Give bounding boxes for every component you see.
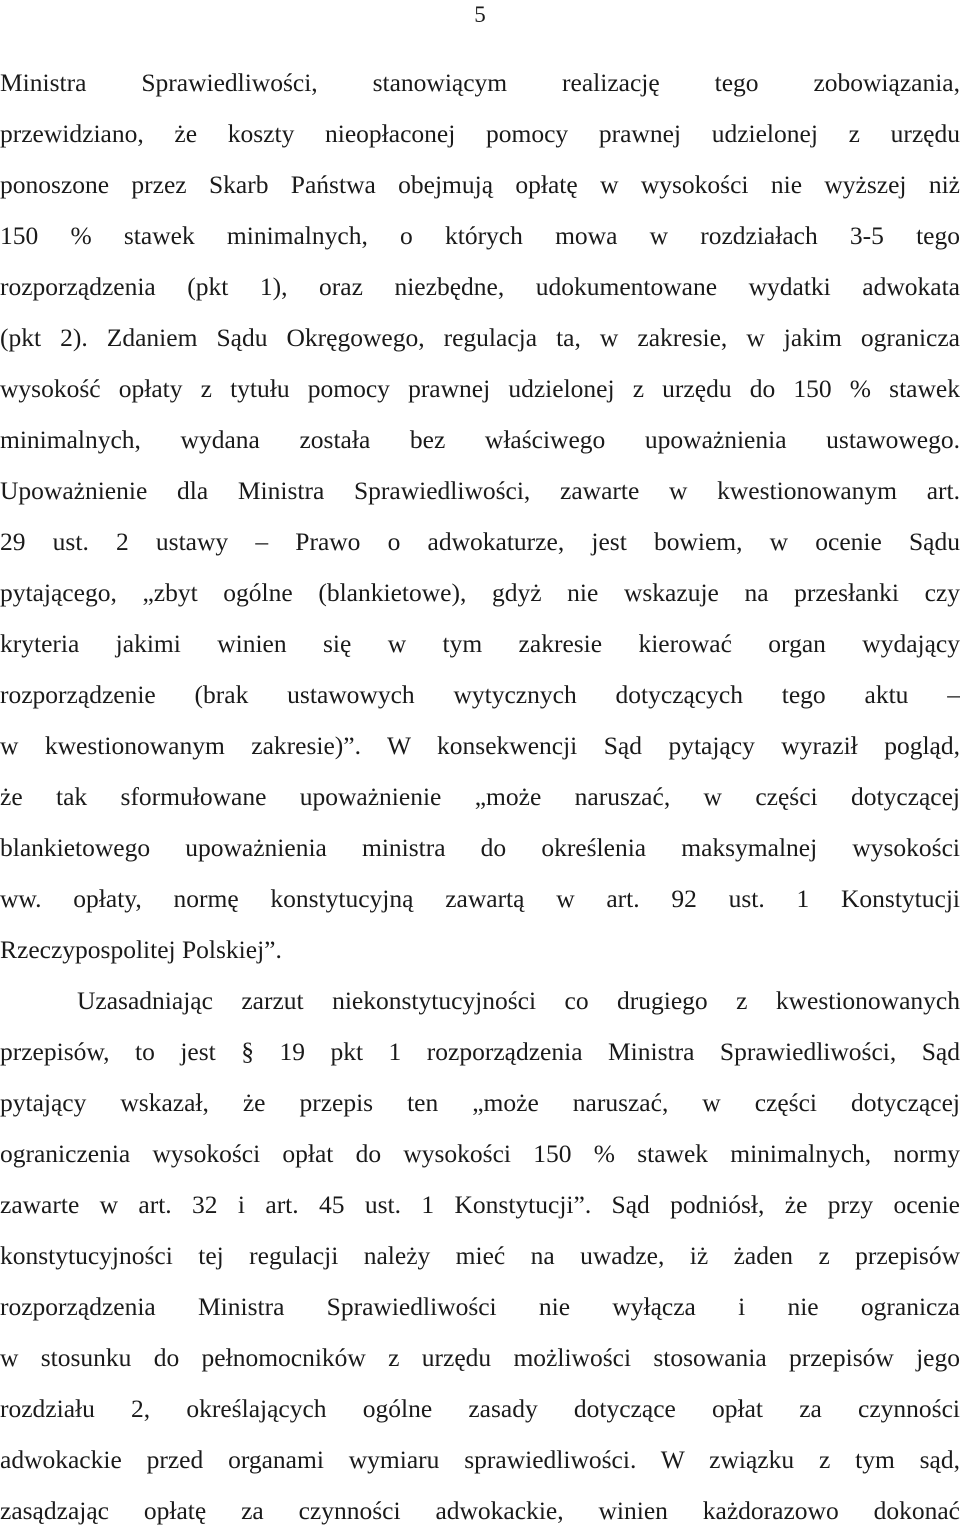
text-line: zawarte w art. 32 i art. 45 ust. 1 Konstytucji”. Sąd podniósł, że przy ocenie xyxy=(0,1190,960,1219)
text-line: rozdziału 2, określających ogólne zasady dotyczące opłat za czynności xyxy=(0,1394,960,1423)
text-line: Uzasadniając zarzut niekonstytucyjności co drugiego z kwestionowanych xyxy=(77,986,960,1015)
page-number xyxy=(0,2,960,28)
text-line: pytającego, „zbyt ogólne (blankietowe), gdyż nie wskazuje na przesłanki czy xyxy=(0,578,960,607)
paragraph-1 xyxy=(0,57,960,975)
text-line: ograniczenia wysokości opłat do wysokości 150 % stawek minimalnych, normy xyxy=(0,1139,960,1168)
text-line: ponoszone przez Skarb Państwa obejmują opłatę w wysokości nie wyższej niż xyxy=(0,170,960,199)
text-line: kryteria jakimi winien się w tym zakresie kierować organ wydający xyxy=(0,629,960,658)
text-line: (pkt 2). Zdaniem Sądu Okręgowego, regulacja ta, w zakresie, w jakim ogranicza xyxy=(0,323,960,352)
document-body xyxy=(0,57,960,1536)
page-number-text: 5 xyxy=(474,2,486,27)
text-line: 29 ust. 2 ustawy – Prawo o adwokaturze, jest bowiem, w ocenie Sądu xyxy=(0,527,960,556)
text-line: adwokackie przed organami wymiaru sprawiedliwości. W związku z tym sąd, xyxy=(0,1445,960,1474)
text-line: w stosunku do pełnomocników z urzędu możliwości stosowania przepisów jego xyxy=(0,1343,960,1372)
text-line: że tak sformułowane upoważnienie „może naruszać, w części dotyczącej xyxy=(0,782,960,811)
text-line: przewidziano, że koszty nieopłaconej pomocy prawnej udzielonej z urzędu xyxy=(0,119,960,148)
text-line: rozporządzenie (brak ustawowych wytycznych dotyczących tego aktu – xyxy=(0,680,960,709)
text-line: ww. opłaty, normę konstytucyjną zawartą w art. 92 ust. 1 Konstytucji xyxy=(0,884,960,913)
text-line: wysokość opłaty z tytułu pomocy prawnej udzielonej z urzędu do 150 % stawek xyxy=(0,374,960,403)
text-line: 150 % stawek minimalnych, o których mowa w rozdziałach 3-5 tego xyxy=(0,221,960,250)
text-line: Ministra Sprawiedliwości, stanowiącym realizację tego zobowiązania, xyxy=(0,68,960,97)
text-line: minimalnych, wydana została bez właściwego upoważnienia ustawowego. xyxy=(0,425,960,454)
text-line: Upoważnienie dla Ministra Sprawiedliwości, zawarte w kwestionowanym art. xyxy=(0,476,960,505)
text-line: rozporządzenia Ministra Sprawiedliwości nie wyłącza i nie ogranicza xyxy=(0,1292,960,1321)
text-line: Rzeczypospolitej Polskiej”. xyxy=(0,935,282,964)
paragraph-2 xyxy=(0,975,960,1536)
text-line: blankietowego upoważnienia ministra do określenia maksymalnej wysokości xyxy=(0,833,960,862)
text-line: przepisów, to jest § 19 pkt 1 rozporządzenia Ministra Sprawiedliwości, Sąd xyxy=(0,1037,960,1066)
text-line: pytający wskazał, że przepis ten „może naruszać, w części dotyczącej xyxy=(0,1088,960,1117)
text-line: zasądzając opłatę za czynności adwokackie, winien każdorazowo dokonać xyxy=(0,1496,960,1525)
text-line: w kwestionowanym zakresie)”. W konsekwencji Sąd pytający wyraził pogląd, xyxy=(0,731,960,760)
text-line: rozporządzenia (pkt 1), oraz niezbędne, udokumentowane wydatki adwokata xyxy=(0,272,960,301)
text-line: konstytucyjności tej regulacji należy mieć na uwadze, iż żaden z przepisów xyxy=(0,1241,960,1270)
